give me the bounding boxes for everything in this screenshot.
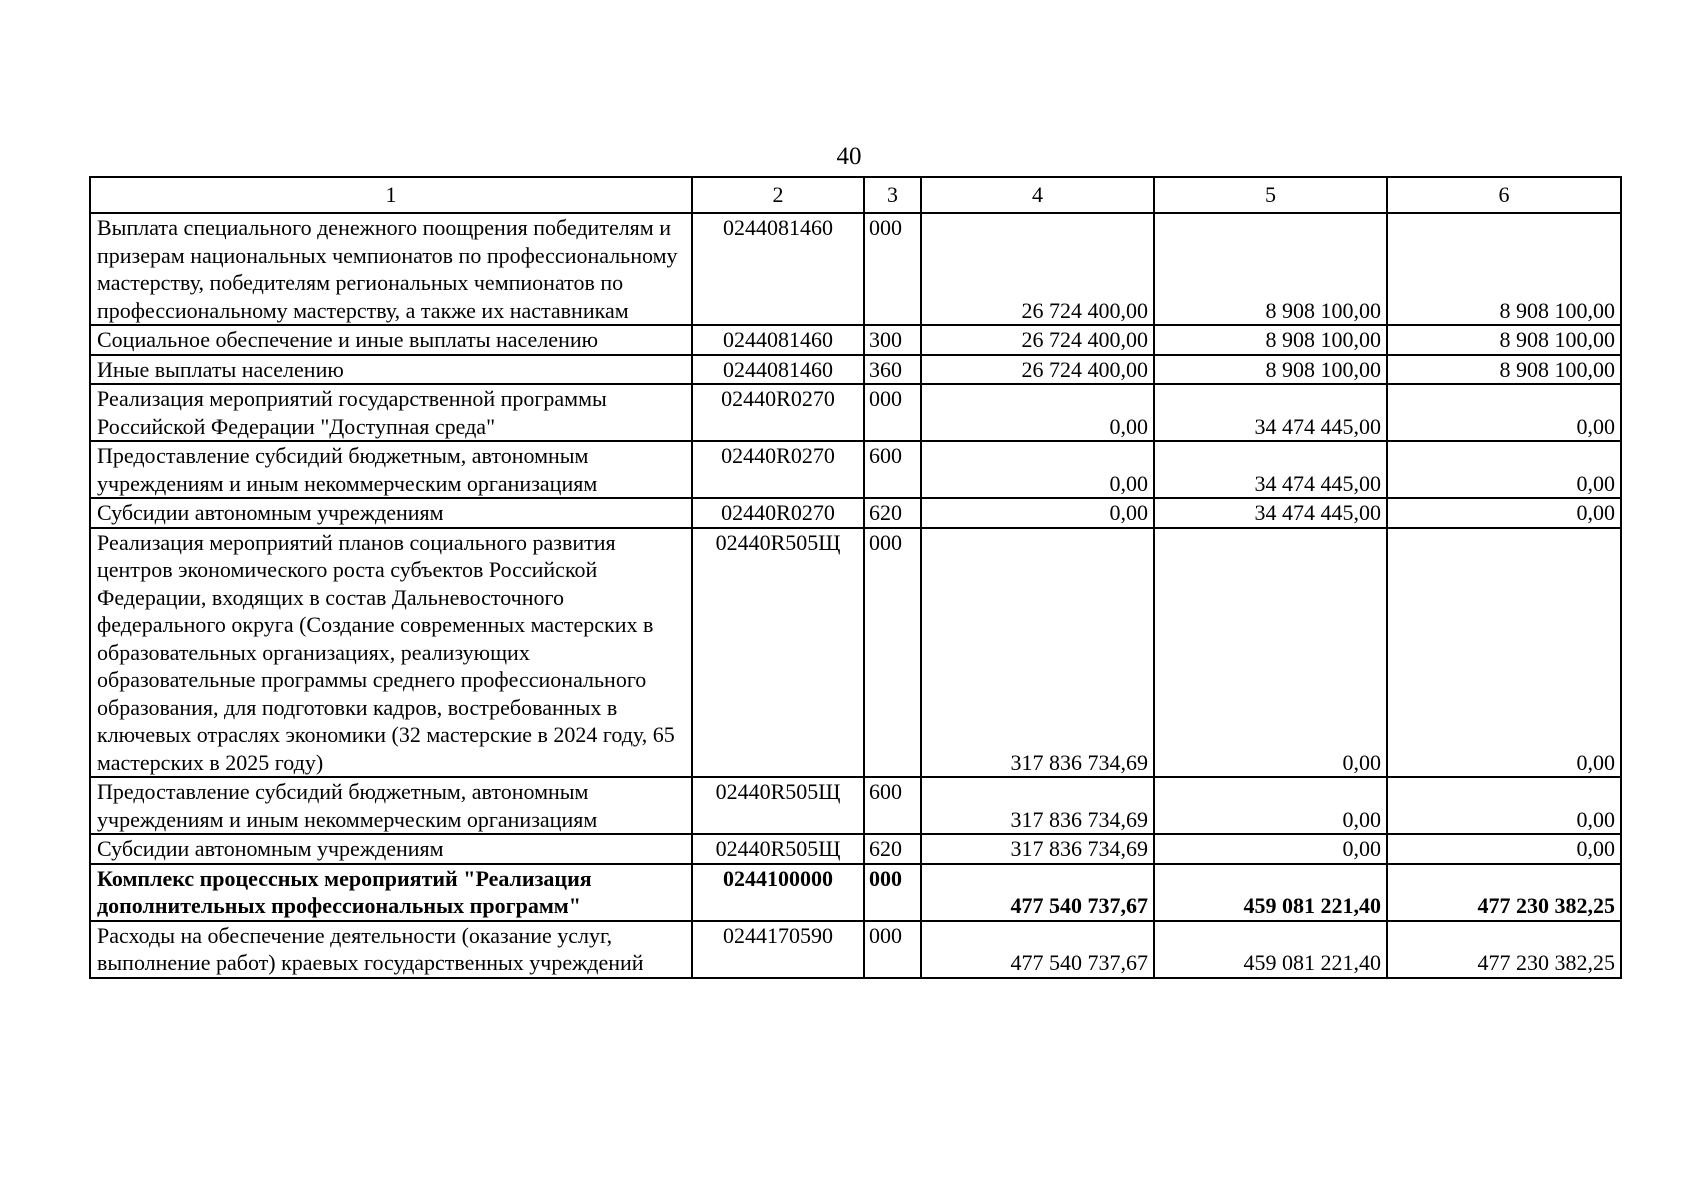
row-value-6: 0,00: [1387, 498, 1621, 528]
table-row: [90, 777, 1621, 834]
row-value-4: 26 724 400,00: [921, 355, 1154, 385]
column-header-4: 4: [921, 177, 1154, 213]
row-type: 300: [864, 325, 921, 355]
row-value-5: 8 908 100,00: [1154, 325, 1387, 355]
row-type: 600: [864, 777, 921, 834]
row-value-4: 26 724 400,00: [921, 325, 1154, 355]
row-code: 0244170590: [692, 921, 864, 978]
row-code: 02440R505Щ: [692, 777, 864, 834]
row-code: 0244081460: [692, 355, 864, 385]
row-name: Расходы на обеспечение деятельности (оказание услуг, выполнение работ) краевых государственных учреждений: [90, 921, 692, 978]
row-name: Субсидии автономным учреждениям: [90, 498, 692, 528]
page-number: 40: [836, 143, 862, 170]
row-value-5: 34 474 445,00: [1154, 441, 1387, 498]
table-row: [90, 325, 1621, 355]
row-code: 02440R505Щ: [692, 834, 864, 864]
row-value-5: 8 908 100,00: [1154, 355, 1387, 385]
row-value-5: 34 474 445,00: [1154, 384, 1387, 441]
table-row: [90, 355, 1621, 385]
row-type: 620: [864, 498, 921, 528]
row-name: Реализация мероприятий государственной программы Российской Федерации "Доступная среда": [90, 384, 692, 441]
row-value-6: 8 908 100,00: [1387, 325, 1621, 355]
row-value-4: 0,00: [921, 498, 1154, 528]
row-type: 000: [864, 384, 921, 441]
row-value-4: 317 836 734,69: [921, 834, 1154, 864]
column-header-6: 6: [1387, 177, 1621, 213]
table-row: [90, 834, 1621, 864]
table-row: [90, 384, 1621, 441]
table-header-row: [90, 177, 1621, 213]
row-value-6: 0,00: [1387, 834, 1621, 864]
row-value-4: 0,00: [921, 384, 1154, 441]
row-type: 000: [864, 921, 921, 978]
row-value-5: 0,00: [1154, 777, 1387, 834]
row-value-5: 0,00: [1154, 528, 1387, 778]
column-header-1: 1: [90, 177, 692, 213]
column-header-3: 3: [864, 177, 921, 213]
row-name: Реализация мероприятий планов социального развития центров экономического роста субъектов Российской Федерации, входящих в состав Дальневосточного федерального округа (Создание современных мастерских в образовательных организациях, реализующих образовательные программы среднего профессионального образования, для подготовки кадров, востребованных в ключевых отраслях экономики (32 мастерские в 2024 году, 65 мастерских в 2025 году): [90, 528, 692, 778]
row-name: Предоставление субсидий бюджетным, автономным учреждениям и иным некоммерческим организациям: [90, 777, 692, 834]
row-value-6: 0,00: [1387, 384, 1621, 441]
row-code: 0244100000: [692, 864, 864, 921]
table-row: [90, 498, 1621, 528]
row-value-6: 8 908 100,00: [1387, 213, 1621, 325]
table-row: [90, 528, 1621, 778]
row-type: 000: [864, 213, 921, 325]
row-name: Субсидии автономным учреждениям: [90, 834, 692, 864]
row-code: 0244081460: [692, 325, 864, 355]
budget-table: [89, 176, 1622, 979]
row-value-6: 8 908 100,00: [1387, 355, 1621, 385]
row-code: 02440R505Щ: [692, 528, 864, 778]
row-value-4: 477 540 737,67: [921, 864, 1154, 921]
row-value-4: 477 540 737,67: [921, 921, 1154, 978]
row-type: 600: [864, 441, 921, 498]
row-value-5: 34 474 445,00: [1154, 498, 1387, 528]
row-type: 000: [864, 528, 921, 778]
row-value-4: 317 836 734,69: [921, 777, 1154, 834]
row-value-5: 8 908 100,00: [1154, 213, 1387, 325]
row-name: Социальное обеспечение и иные выплаты населению: [90, 325, 692, 355]
row-value-4: 0,00: [921, 441, 1154, 498]
row-type: 360: [864, 355, 921, 385]
row-value-5: 459 081 221,40: [1154, 921, 1387, 978]
column-header-2: 2: [692, 177, 864, 213]
row-code: 02440R0270: [692, 441, 864, 498]
table-row: [90, 441, 1621, 498]
row-value-6: 0,00: [1387, 528, 1621, 778]
table-row: [90, 213, 1621, 325]
table-row: [90, 921, 1621, 978]
row-value-4: 317 836 734,69: [921, 528, 1154, 778]
row-code: 02440R0270: [692, 498, 864, 528]
table-row-subtotal: [90, 864, 1621, 921]
row-value-6: 0,00: [1387, 777, 1621, 834]
row-value-6: 0,00: [1387, 441, 1621, 498]
row-name: Выплата специального денежного поощрения победителям и призерам национальных чемпионатов по профессиональному мастерству, победителям региональных чемпионатов по профессиональному мастерству, а также их наставникам: [90, 213, 692, 325]
row-value-4: 26 724 400,00: [921, 213, 1154, 325]
row-code: 02440R0270: [692, 384, 864, 441]
row-name: Иные выплаты населению: [90, 355, 692, 385]
column-header-5: 5: [1154, 177, 1387, 213]
row-value-5: 0,00: [1154, 834, 1387, 864]
row-type: 000: [864, 864, 921, 921]
row-value-6: 477 230 382,25: [1387, 921, 1621, 978]
row-code: 0244081460: [692, 213, 864, 325]
row-name: Предоставление субсидий бюджетным, автономным учреждениям и иным некоммерческим организациям: [90, 441, 692, 498]
row-value-6: 477 230 382,25: [1387, 864, 1621, 921]
row-type: 620: [864, 834, 921, 864]
row-value-5: 459 081 221,40: [1154, 864, 1387, 921]
row-name: Комплекс процессных мероприятий "Реализация дополнительных профессиональных программ": [90, 864, 692, 921]
